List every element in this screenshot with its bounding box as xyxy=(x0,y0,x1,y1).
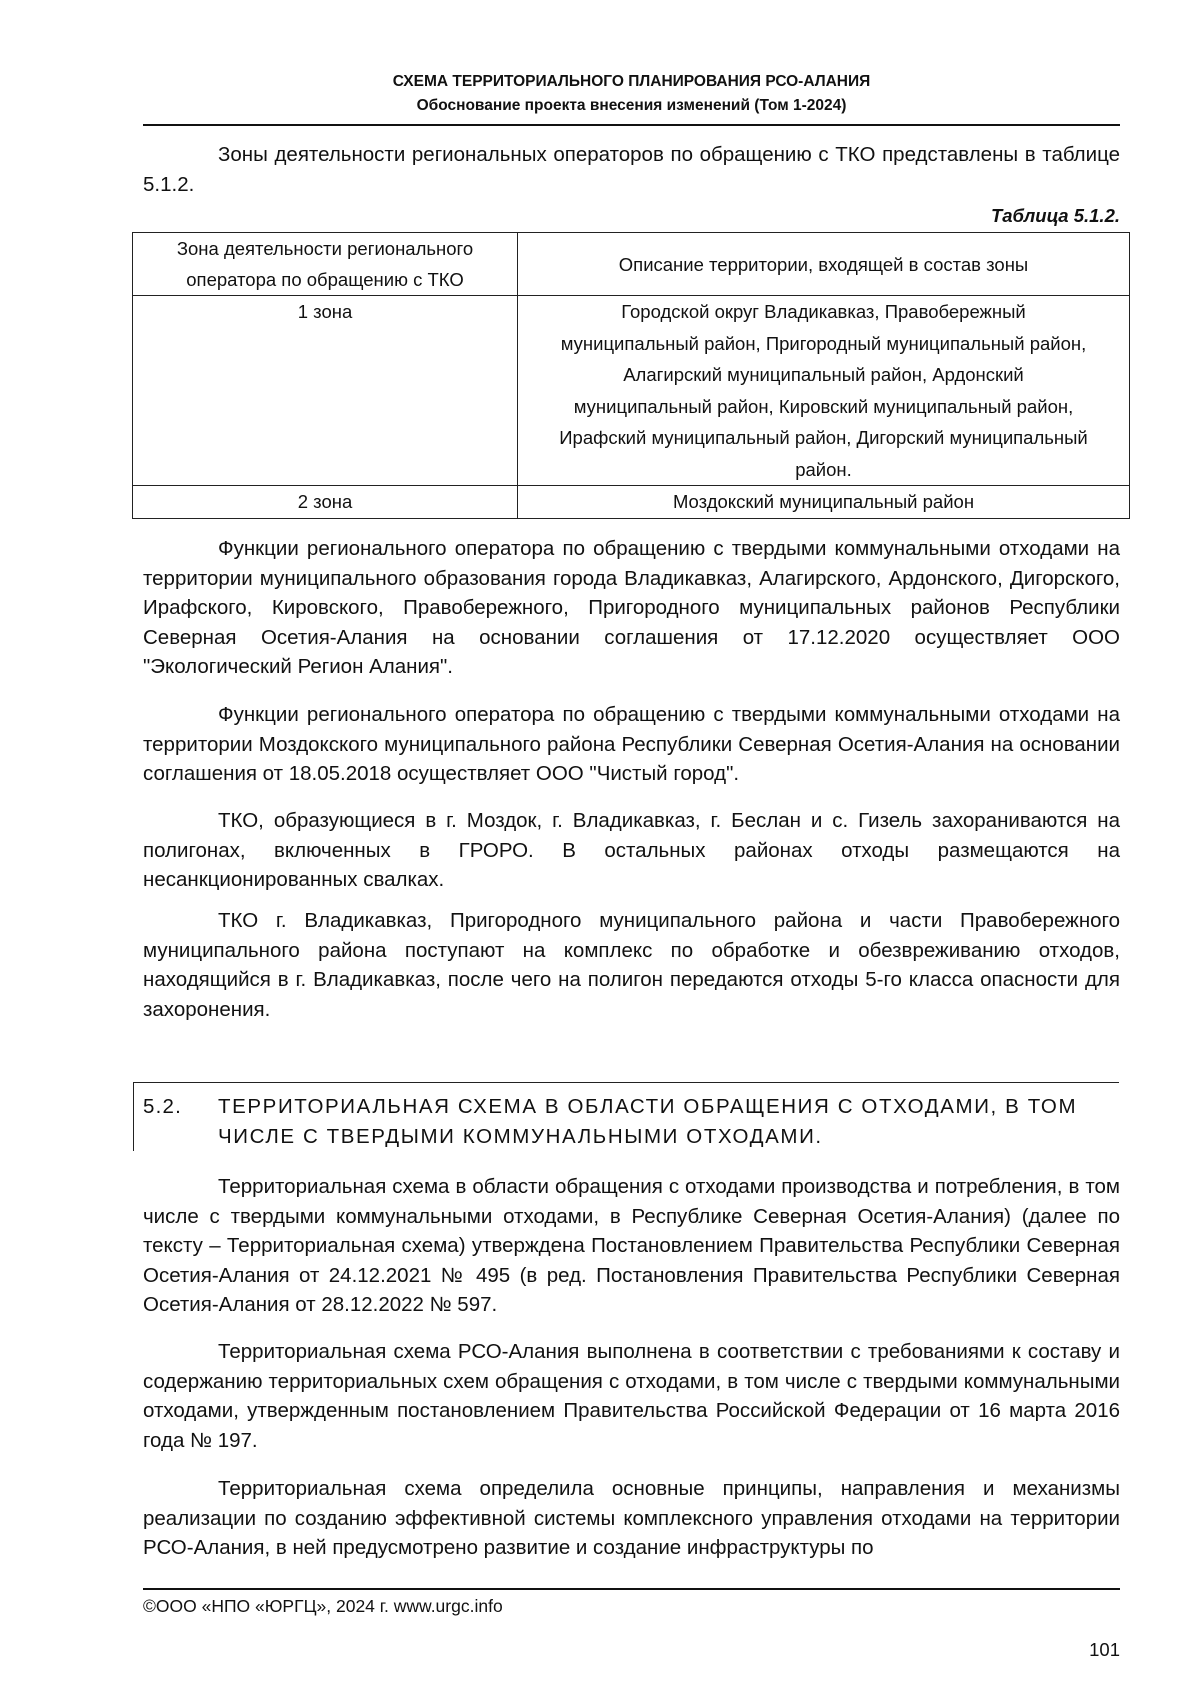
table-row xyxy=(133,296,1130,486)
table-header-row xyxy=(133,233,1130,296)
page-number: 101 xyxy=(1089,1639,1120,1660)
description-line: Моздокский муниципальный район xyxy=(672,491,975,512)
body-paragraph: ТКО, образующиеся в г. Моздок, г. Владикавказ, г. Беслан и с. Гизель захораниваются на полигонах, включенных в ГРОРО. В остальных районах отходы размещаются на несанкционированных свалках. xyxy=(143,809,1120,892)
body-paragraph: Территориальная схема определила основные принципы, направления и механизмы реализации по созданию эффективной системы комплексного управления отходами на территории РСО-Алания, в ней предусмотрено развитие и создание инфраструктуры по xyxy=(143,1477,1120,1560)
zones-table xyxy=(132,232,1130,519)
zone-cell: 1 зона xyxy=(133,296,518,486)
description-line: муниципальный район, Кировский муниципальный район, xyxy=(573,395,1074,417)
table-header-cell: Зона деятельности регионального оператора по обращению с ТКО xyxy=(133,233,518,296)
header-subtitle: Обоснование проекта внесения изменений (Том 1-2024) xyxy=(416,97,847,114)
body-paragraph: Функции регионального оператора по обращению с твердыми коммунальными отходами на территории муниципального образования города Владикавказ, Алагирского, Ардонского, Дигорского, Ирафского, Кировского, Правобережного, Пригородного муниципальных районов Республики Северная Осетия-Алания на основании соглашения от 17.12.2020 осуществляет ООО "Экологический Регион Алания". xyxy=(143,537,1120,679)
section-title: ТЕРРИТОРИАЛЬНАЯ СХЕМА В ОБЛАСТИ ОБРАЩЕНИЯ С ОТХОДАМИ, В ТОМ ЧИСЛЕ С ТВЕРДЫМИ КОММУНАЛЬНЫМИ ОТХОДАМИ. xyxy=(218,1095,1078,1148)
table-caption: Таблица 5.1.2. xyxy=(990,205,1120,226)
body-paragraph: Территориальная схема в области обращения с отходами производства и потребления, в том числе с твердыми коммунальными отходами, в Республике Северная Осетия-Алания) (далее по тексту – Территориальная схема) утверждена Постановлением Правительства Республики Северная Осетия-Алания от 24.12.2021 № 495 (в ред. Постановления Правительства Республики Северная Осетия-Алания от 28.12.2022 № 597. xyxy=(143,1175,1120,1317)
intro-paragraph: Зоны деятельности региональных операторов по обращению с ТКО представлены в таблице 5.1.2. xyxy=(143,143,1120,196)
description-line: Алагирский муниципальный район, Ардонский xyxy=(623,364,1024,385)
header-divider xyxy=(143,124,1120,126)
body-paragraph: Территориальная схема РСО-Алания выполнена в соответствии с требованиями к составу и содержанию территориальных схем обращения с отходами, в том числе с твердыми коммунальными отходами, утвержденным постановлением Правительства Российской Федерации от 16 марта 2016 года № 197. xyxy=(143,1340,1120,1452)
running-header xyxy=(143,70,1120,118)
body-paragraph: ТКО г. Владикавказ, Пригородного муниципального района и части Правобережного муниципального района поступают на комплекс по обработке и обезвреживанию отходов, находящийся в г. Владикавказ, после чего на полигон передаются отходы 5-го класса опасности для захоронения. xyxy=(143,909,1120,1021)
description-cell xyxy=(518,296,1130,486)
description-line: Городской округ Владикавказ, Правобережный xyxy=(621,301,1026,322)
description-line: Ирафский муниципальный район, Дигорский муниципальный xyxy=(559,427,1088,448)
section-number: 5.2. xyxy=(143,1095,182,1118)
description-line: муниципальный район, Пригородный муниципальный район, xyxy=(560,332,1087,354)
description-line: район. xyxy=(795,458,852,480)
header-title: СХЕМА ТЕРРИТОРИАЛЬНОГО ПЛАНИРОВАНИЯ РСО-АЛАНИЯ xyxy=(392,73,871,90)
description-cell xyxy=(518,486,1130,519)
footer-divider xyxy=(143,1588,1120,1590)
table-header-cell: Описание территории, входящей в состав зоны xyxy=(518,233,1130,296)
footer-copyright: ©ООО «НПО «ЮРГЦ», 2024 г. www.urgc.info xyxy=(143,1596,503,1616)
body-paragraph: Функции регионального оператора по обращению с твердыми коммунальными отходами на территории Моздокского муниципального района Республики Северная Осетия-Алания на основании соглашения от 18.05.2018 осуществляет ООО "Чистый город". xyxy=(143,703,1120,786)
table-row xyxy=(133,486,1130,519)
zone-cell: 2 зона xyxy=(133,486,518,519)
